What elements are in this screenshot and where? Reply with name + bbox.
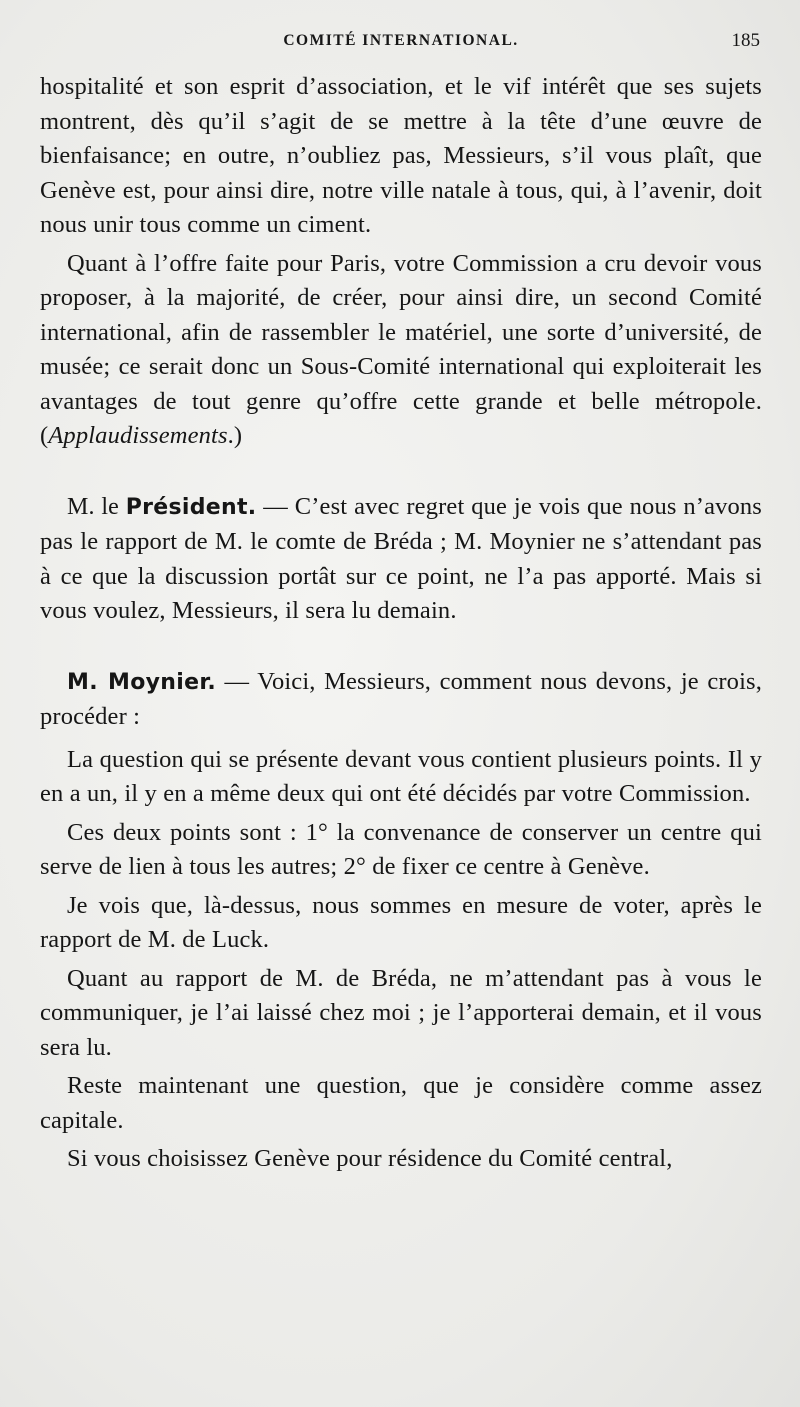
running-head-title: COMITÉ INTERNATIONAL. [283,32,519,49]
paragraph-10: Si vous choisissez Genève pour résidence du Comité central, [67,1145,673,1172]
applause-note: Applaudissements [48,422,228,449]
paragraph-9: Reste maintenant une question, que je considère comme assez capitale. [40,1072,762,1134]
speaker-prefix: M. le [67,493,126,520]
running-head [40,0,762,70]
paragraph-4 [40,665,762,735]
paragraph-3-text: — C’est avec regret que je vois que nous n’avons pas le rapport de M. le comte de Bréda ; M. Moynier ne s’attendant pas à ce que la discussion portât sur ce point, ne l’a pas apporté. Mais si vous voulez, Messieurs, il sera lu demain. [40,492,762,624]
speaker-moynier: M. Moynier. [67,669,216,695]
paragraph-6: Ces deux points sont : 1° la convenance de conserver un centre qui serve de lien à tous les autres; 2° de fixer ce centre à Genève. [40,818,762,880]
paragraph-2-end: .) [227,422,243,449]
speaker-president: Président. [125,494,257,520]
paragraph-2 [40,247,762,454]
paragraph-3 [40,490,762,629]
paragraph-2-main: Quant à l’offre faite pour Paris, votre Commission a cru devoir vous proposer, à la majorité, de créer, pour ainsi dire, un second Comité international, afin de rassembler le matériel, une sorte d’université, de musée; ce serait donc un Sous-Comité international qui exploiterait les avantages de tout genre qu’offre cette grande et belle métropole. ( [40,249,762,449]
page-number: 185 [731,30,760,51]
paragraph-7: Je vois que, là-dessus, nous sommes en mesure de voter, après le rapport de M. de Luck. [40,891,762,953]
body-text [40,70,762,1177]
paragraph-1: hospitalité et son esprit d’association, et le vif intérêt que ses sujets montrent, dès qu’il s’agit de se mettre à la tête d’une œuvre de bienfaisance; en outre, n’oubliez pas, Messieurs, s’il vous plaît, que Genève est, pour ainsi dire, notre ville natale à tous, qui, à l’avenir, doit nous unir tous comme un ciment. [40,73,762,238]
paragraph-5: La question qui se présente devant vous contient plusieurs points. Il y en a un, il y en a même deux qui ont été décidés par votre Commission. [40,745,762,807]
paragraph-8: Quant au rapport de M. de Bréda, ne m’attendant pas à vous le communiquer, je l’ai laissé chez moi ; je l’apporterai demain, et il vous sera lu. [40,964,762,1061]
paragraph-4-text: — Voici, Messieurs, comment nous devons, je crois, procéder : [40,667,762,730]
